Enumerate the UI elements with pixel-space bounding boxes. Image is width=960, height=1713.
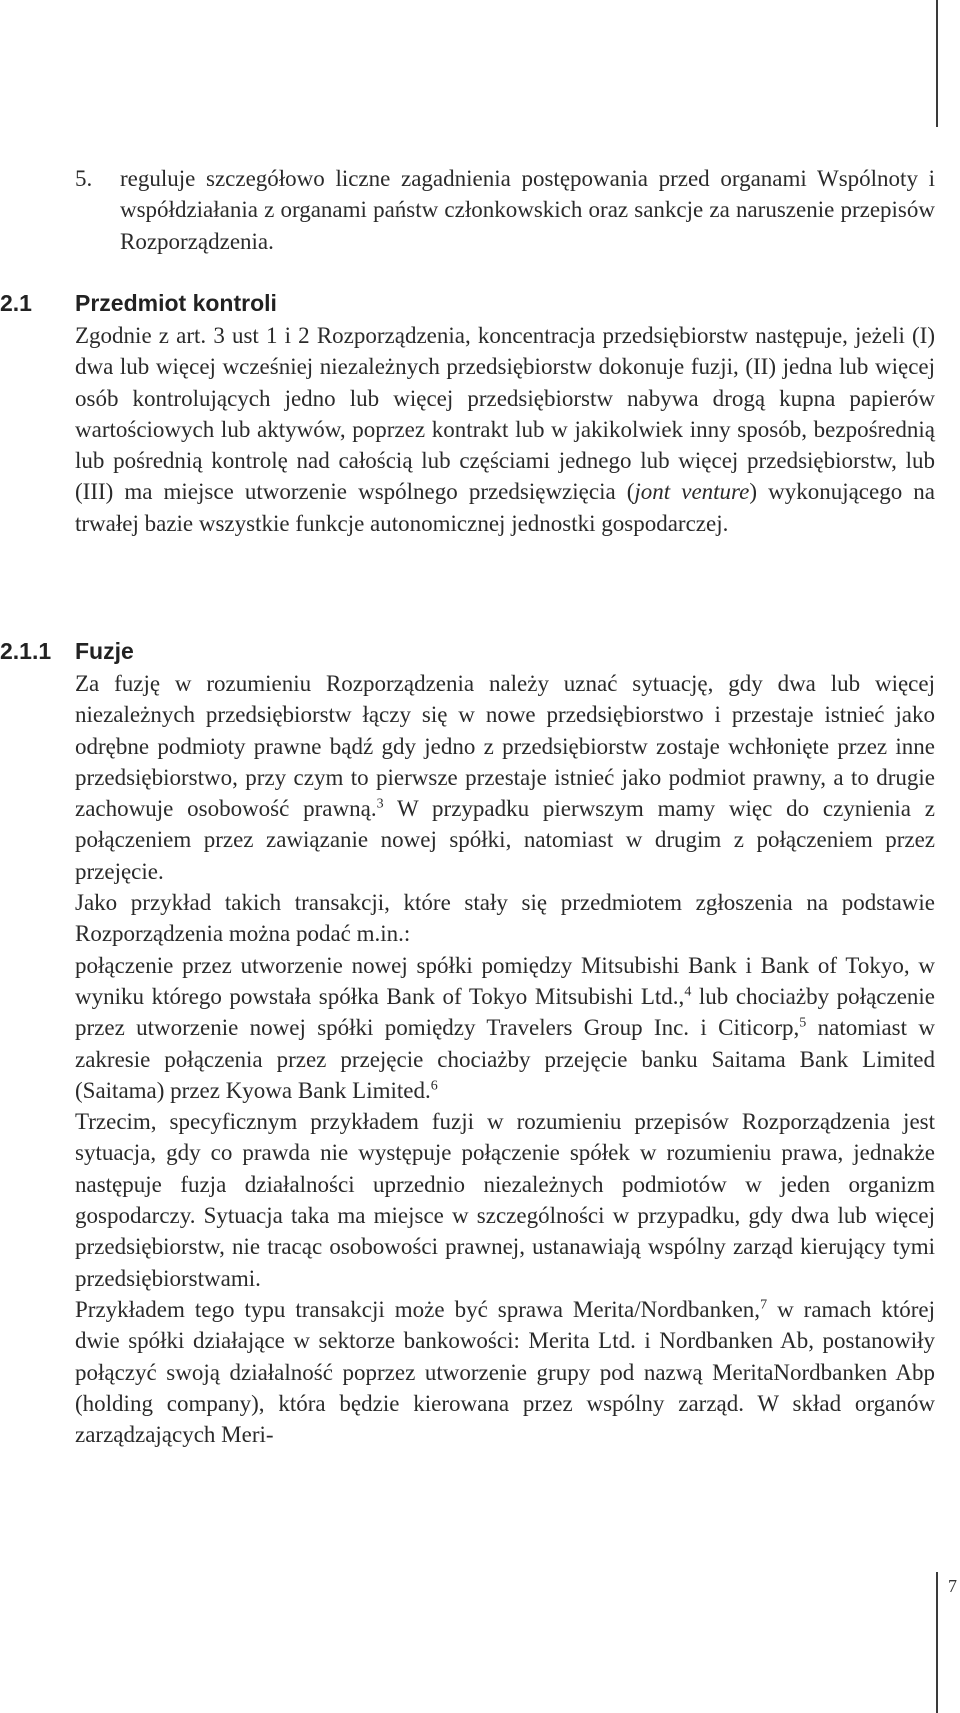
- section-number: 2.1.1: [0, 638, 52, 664]
- paragraph: [75, 320, 935, 539]
- section-title: Przedmiot kontroli: [75, 290, 277, 316]
- paragraph-text: Zgodnie z art. 3 ust 1 i 2 Rozporządzenia, koncentracja przedsiębiorstw następuje, jeżeli (I) dwa lub więcej wcześniej niezależnych przedsiębiorstw dokonuje fuzji, (II) jedna lub więcej osób kontrolujących jedno lub więcej przedsiębiorstw nabywa drogą kupna papierów wartościowych lub aktywów, poprzez kontrakt lub w jakikolwiek inny sposób, bezpośrednią lub pośrednią kontrolę nad całością lub częściami jednego lub więcej przedsiębiorstw, lub (III) ma miejsce utworzenie wspólnego przedsięwzięcia (: [75, 323, 935, 505]
- paragraph-text: ) wykonującego na trwałej bazie wszystkie funkcje autonomicznej jednostki gospodarczej.: [75, 479, 935, 536]
- section-heading-2-1: [0, 288, 277, 319]
- list-item-text: reguluje szczegółowo liczne zagadnienia postępowania przed organami Wspólnoty i współdziałania z organami państw członkowskich oraz sankcje za naruszenie przepisów Rozporządzenia.: [120, 166, 935, 254]
- paragraph-text: w ramach której dwie spółki działające w sektorze bankowości: Merita Ltd. i Nordbanken Ab, postanowiły połączyć swoją działalność poprzez utworzenie grupy pod nazwą MeritaNordbanken Abp (holding company), która będzie kierowana przez wspólny zarząd. W skład organów zarządzających Meri-: [75, 1296, 935, 1448]
- paragraph-text: lub chociażby połączenie przez utworzenie nowej spółki pomiędzy Travelers Group Inc. i Citicorp,: [75, 983, 935, 1041]
- paragraph-text: Przykładem tego typu transakcji może być sprawa Merita/Nordbanken,: [75, 1296, 761, 1322]
- paragraph-4: Trzecim, specyficznym przykładem fuzji w rozumieniu przepisów Rozporządzenia jest sytuacja, gdy co prawda nie występuje połączenie spółek w rozumieniu prawa, jednakże następuje fuzja działalności uprzednio niezależnych podmiotów w jeden organizm gospodarczy. Sytuacja taka ma miejsce w szczególności w przypadku, gdy dwa lub więcej przedsiębiorstw, nie tracąc osobowości prawnej, ustanawiają wspólny zarząd kierujący tymi przedsiębiorstwami.: [75, 1109, 935, 1291]
- list-item-5: [75, 163, 935, 257]
- paragraph-text: Za fuzję w rozumieniu Rozporządzenia należy uznać sytuację, gdy dwa lub więcej niezależnych przedsiębiorstw łączy się w nowe przedsiębiorstwo i przestaje istnieć jako odrębne podmioty prawne bądź gdy jedno z przedsiębiorstw zostaje wchłonięte przez inne przedsiębiorstwo, przy czym to pierwsze przestaje istnieć jako podmiot prawny, a to drugie zachowuje osobowość prawną.: [75, 671, 935, 822]
- footnote-ref[interactable]: 7: [760, 1297, 768, 1313]
- paragraph-text: połączenie przez utworzenie nowej spółki pomiędzy Mitsubishi Bank i Bank of Tokyo, w wyniku którego powstała spółka Bank of Tokyo Mitsubishi Ltd.,: [75, 952, 935, 1009]
- section-heading-2-1-1: [0, 636, 134, 667]
- paragraph-text: W przypadku pierwszym mamy więc do czynienia z połączeniem przez zawiązanie nowej spółki, natomiast w drugim z połączeniem przez przejęcie.: [75, 796, 935, 884]
- paragraph-2: Jako przykład takich transakcji, które stały się przedmiotem zgłoszenia na podstawie Rozporządzenia można podać m.in.:: [75, 890, 935, 947]
- bottom-margin-rule: [936, 1572, 938, 1713]
- list-item-number: 5.: [75, 166, 93, 191]
- footnote-ref[interactable]: 5: [799, 1015, 807, 1031]
- section-number: 2.1: [0, 290, 32, 316]
- paragraph-5: [75, 1294, 935, 1450]
- footnote-ref[interactable]: 6: [430, 1078, 438, 1094]
- section-2-1-body: [75, 320, 935, 539]
- paragraph-3: [75, 950, 935, 1106]
- italic-term: jont venture: [634, 479, 750, 505]
- paragraph-text: natomiast w zakresie połączenia przez przejęcie chociażby przejęcie banku Saitama Bank Limited (Saitama) przez Kyowa Bank Limited.: [75, 1015, 935, 1103]
- top-margin-rule: [936, 0, 938, 127]
- footnote-ref[interactable]: 3: [376, 796, 384, 812]
- section-2-1-1-body: [75, 668, 935, 1450]
- footnote-ref[interactable]: 4: [684, 984, 692, 1000]
- paragraph-1: [75, 668, 935, 887]
- section-title: Fuzje: [75, 638, 134, 664]
- page-number: 7: [948, 1576, 957, 1596]
